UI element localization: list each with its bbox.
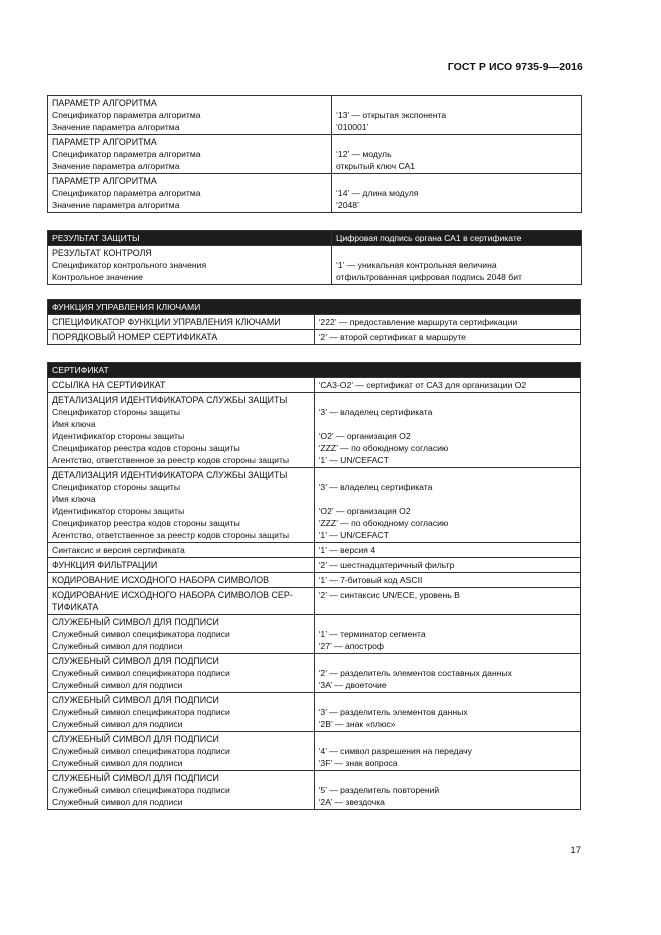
certificate-table xyxy=(47,362,581,810)
page-number: 17 xyxy=(570,845,581,856)
header-right: Цифровая подпись органа СА1 в сертификате xyxy=(332,231,582,246)
table-row: ССЫЛКА НА СЕРТИФИКАТ ‘СА3-О2’ — сертификат от СА3 для организации О2 xyxy=(48,378,581,393)
table-row: СЛУЖЕБНЫЙ СИМВОЛ ДЛЯ ПОДПИСИ Служебный символ спецификатора подписи Служебный символ для подписи ‘2’ — разделитель элементов составных данных ‘3А’ — двоеточие xyxy=(48,654,581,693)
table-row: КОДИРОВАНИЕ ИСХОДНОГО НАБОРА СИМВОЛОВ ‘1’ — 7-битовый код ASCII xyxy=(48,573,581,588)
table-row xyxy=(48,315,581,330)
table-row xyxy=(48,96,582,135)
left-cell: ПОРЯДКОВЫЙ НОМЕР СЕРТИФИКАТА xyxy=(48,330,315,345)
left-cell: ПАРАМЕТР АЛГОРИТМА Спецификатор параметра алгоритма Значение параметра алгоритма xyxy=(48,135,332,174)
table-row: ФУНКЦИЯ ФИЛЬТРАЦИИ ‘2’ — шестнадцатеричный фильтр xyxy=(48,558,581,573)
table-row: СЛУЖЕБНЫЙ СИМВОЛ ДЛЯ ПОДПИСИ Служебный символ спецификатора подписи Служебный символ для подписи ‘1’ — терминатор сегмента ‘27’ — апостроф xyxy=(48,615,581,654)
left-cell: ПАРАМЕТР АЛГОРИТМА Спецификатор параметра алгоритма Значение параметра алгоритма xyxy=(48,174,332,213)
algorithm-parameters-table xyxy=(47,95,582,213)
key-management-table xyxy=(47,299,581,345)
header-cell: ФУНКЦИЯ УПРАВЛЕНИЯ КЛЮЧАМИ xyxy=(48,300,581,315)
table-row xyxy=(48,330,581,345)
table-row xyxy=(48,135,582,174)
header-left: РЕЗУЛЬТАТ ЗАЩИТЫ xyxy=(48,231,332,246)
right-cell: ‘2’ — второй сертификат в маршруте xyxy=(314,330,581,345)
table-header-row xyxy=(48,231,582,246)
right-cell: ‘222’ — предоставление маршрута сертификации xyxy=(314,315,581,330)
security-result-table xyxy=(47,230,582,285)
left-cell: РЕЗУЛЬТАТ КОНТРОЛЯ Спецификатор контрольного значения Контрольное значение xyxy=(48,246,332,285)
table-row: КОДИРОВАНИЕ ИСХОДНОГО НАБОРА СИМВОЛОВ СЕР- ТИФИКАТА ‘2’ — синтаксис UN/ECE, уровень В xyxy=(48,588,581,615)
table-header-row xyxy=(48,300,581,315)
table-row: СЛУЖЕБНЫЙ СИМВОЛ ДЛЯ ПОДПИСИ Служебный символ спецификатора подписи Служебный символ для подписи ‘4’ — символ разрешения на передачу ‘3F’ — знак вопроса xyxy=(48,732,581,771)
table-row: Синтаксис и версия сертификата ‘1’ — версия 4 xyxy=(48,543,581,558)
document-header: ГОСТ Р ИСО 9735-9—2016 xyxy=(447,61,583,73)
table-row: ДЕТАЛИЗАЦИЯ ИДЕНТИФИКАТОРА СЛУЖБЫ ЗАЩИТЫ Спецификатор стороны защиты Имя ключа Идентификатор стороны защиты Спецификатор реестра кодов стороны защиты Агентство, ответственное за реестр кодов стороны защиты ‘3’ — владелец сертификата ‘О2’ — организация О2 ‘ZZZ’ — по обоюдному согласию ‘1’ — UN/CEFACT xyxy=(48,468,581,543)
right-cell: ‘14’ — длина модуля ‘2048’ xyxy=(332,174,582,213)
right-cell: ‘1’ — уникальная контрольная величина отфильтрованная цифровая подпись 2048 бит xyxy=(332,246,582,285)
right-cell: ‘12’ — модуль открытый ключ СА1 xyxy=(332,135,582,174)
left-cell: СПЕЦИФИКАТОР ФУНКЦИИ УПРАВЛЕНИЯ КЛЮЧАМИ xyxy=(48,315,315,330)
table-row xyxy=(48,246,582,285)
right-cell: ‘13’ — открытая экспонента ‘010001’ xyxy=(332,96,582,135)
table-row: ДЕТАЛИЗАЦИЯ ИДЕНТИФИКАТОРА СЛУЖБЫ ЗАЩИТЫ Спецификатор стороны защиты Имя ключа Идентификатор стороны защиты Спецификатор реестра кодов стороны защиты Агентство, ответственное за реестр кодов стороны защиты ‘3’ — владелец сертификата ‘О2’ — организация О2 ‘ZZZ’ — по обоюдному согласию ‘1’ — UN/CEFACT xyxy=(48,393,581,468)
table-header-row xyxy=(48,363,581,378)
table-row: СЛУЖЕБНЫЙ СИМВОЛ ДЛЯ ПОДПИСИ Служебный символ спецификатора подписи Служебный символ для подписи ‘5’ — разделитель повторений ‘2А’ — звездочка xyxy=(48,771,581,810)
table-row: СЛУЖЕБНЫЙ СИМВОЛ ДЛЯ ПОДПИСИ Служебный символ спецификатора подписи Служебный символ для подписи ‘3’ — разделитель элементов данных ‘2В’ — знак «плюс» xyxy=(48,693,581,732)
left-cell: ПАРАМЕТР АЛГОРИТМА Спецификатор параметра алгоритма Значение параметра алгоритма xyxy=(48,96,332,135)
header-cell: СЕРТИФИКАТ xyxy=(48,363,581,378)
table-row xyxy=(48,174,582,213)
